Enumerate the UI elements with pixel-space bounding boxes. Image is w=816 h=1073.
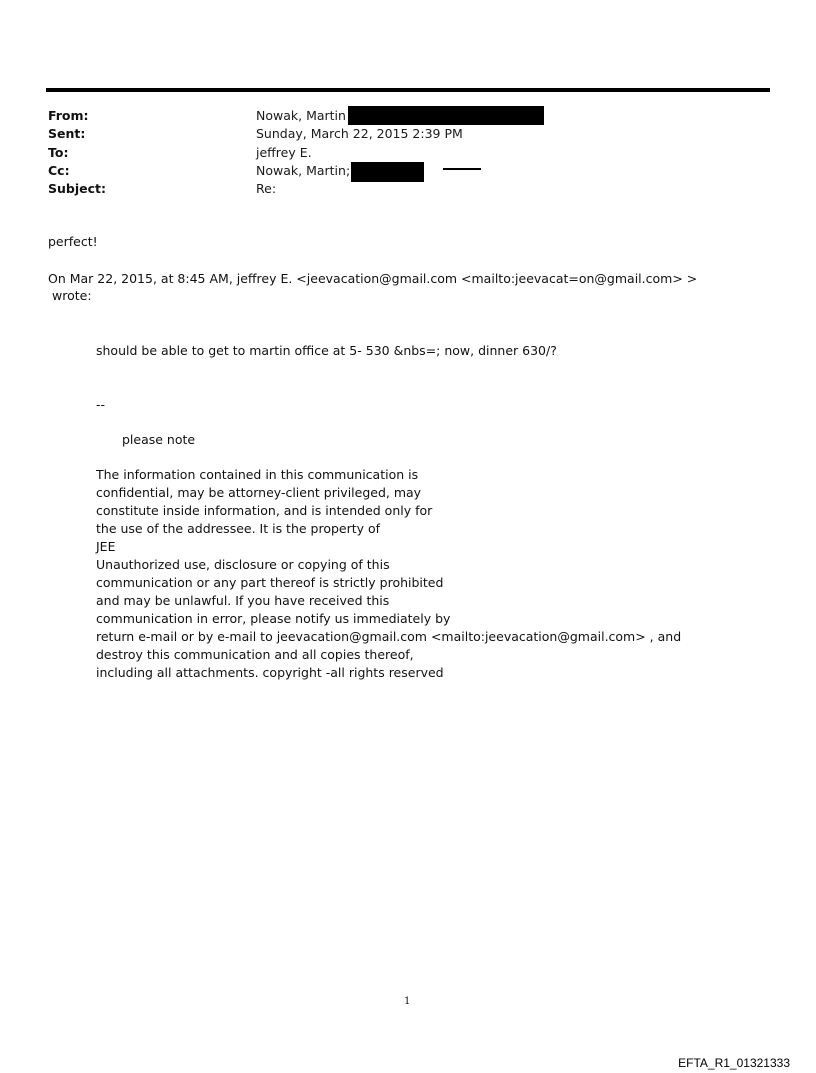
to-label: To: — [48, 145, 69, 160]
bates-number: EFTA_R1_01321333 — [678, 1056, 790, 1070]
subject-value: Re: — [256, 181, 277, 196]
disclaimer-line: return e-mail or by e-mail to jeevacation@gmail.com <mailto:jeevacation@gmail.com> , and — [96, 629, 682, 644]
disclaimer-line: constitute inside information, and is intended only for — [96, 503, 433, 518]
please-note: please note — [122, 432, 196, 447]
sent-label: Sent: — [48, 126, 86, 141]
cc-value: Nowak, Martin; — [256, 163, 351, 178]
page-number: 1 — [404, 996, 411, 1007]
reply-text: perfect! — [48, 234, 98, 249]
disclaimer-line: destroy this communication and all copies thereof, — [96, 647, 414, 662]
quote-intro-line: On Mar 22, 2015, at 8:45 AM, jeffrey E. <jeevacation@gmail.com <mailto:jeevacat=on@gmail.com> > — [48, 271, 698, 286]
redaction-line — [443, 168, 481, 170]
redaction-box — [351, 162, 424, 182]
from-label: From: — [48, 108, 89, 123]
disclaimer-line: including all attachments. copyright -all rights reserved — [96, 665, 444, 680]
disclaimer-line: communication in error, please notify us immediately by — [96, 611, 451, 626]
quoted-message: should be able to get to martin office at 5- 530 &nbs=; now, dinner 630/? — [96, 343, 557, 358]
disclaimer-line: confidential, may be attorney-client privileged, may — [96, 485, 422, 500]
cc-label: Cc: — [48, 163, 70, 178]
signature-separator: -- — [96, 397, 106, 412]
subject-label: Subject: — [48, 181, 106, 196]
quote-intro-line: wrote: — [52, 288, 92, 303]
from-value: Nowak, Martin — [256, 108, 346, 123]
sent-value: Sunday, March 22, 2015 2:39 PM — [256, 126, 463, 141]
disclaimer-line: The information contained in this communication is — [96, 467, 419, 482]
to-value: jeffrey E. — [256, 145, 312, 160]
disclaimer-line: Unauthorized use, disclosure or copying of this — [96, 557, 390, 572]
disclaimer-line: JEE — [96, 539, 116, 554]
disclaimer-line: the use of the addressee. It is the property of — [96, 521, 381, 536]
disclaimer-block — [96, 466, 681, 682]
disclaimer-line: communication or any part thereof is strictly prohibited — [96, 575, 444, 590]
disclaimer-line: and may be unlawful. If you have received this — [96, 593, 390, 608]
redaction-box — [348, 106, 544, 125]
header-divider — [46, 88, 770, 92]
